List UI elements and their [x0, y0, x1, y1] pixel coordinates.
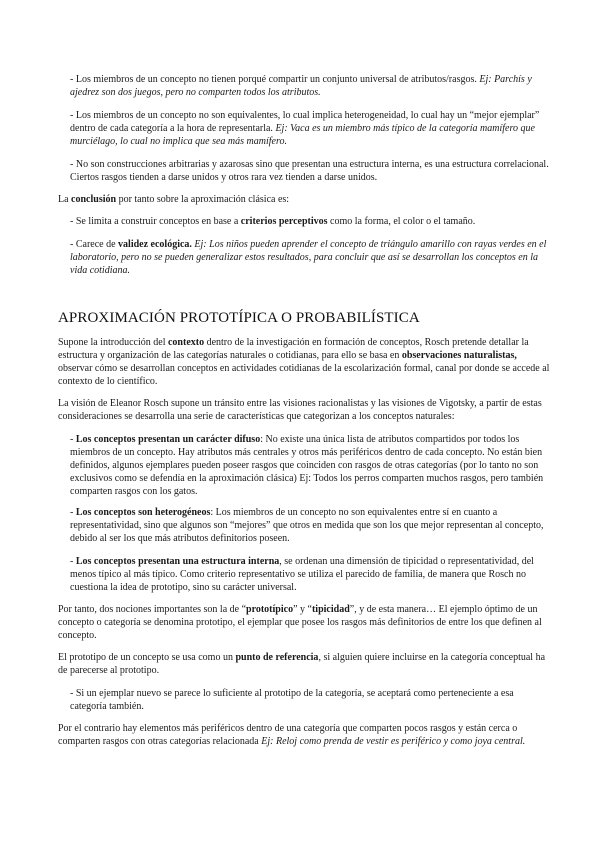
- bullet-text: Los miembros de un concepto no tienen porqué compartir un conjunto universal de atributos/rasgos.: [75, 74, 480, 85]
- example-text: Ej: Vaca es un miembro más típico de la categoría mamífero que murciélago, lo cual no implica que sea más mamífero.: [70, 123, 535, 147]
- bullet-item: [70, 215, 552, 228]
- bullet-dash: -: [70, 688, 76, 699]
- text-run: observar cómo se desarrollan conceptos en actividades cotidianas de la escolarización formal, canal por donde se accede al contexto de lo científico.: [58, 363, 550, 387]
- bold-term: Los conceptos son heterogéneos: [75, 507, 211, 518]
- paragraph: [58, 651, 552, 677]
- example-text: Ej: Los niños pueden aprender el concepto de triángulo amarillo con rayas verdes en el laboratorio, pero no se pueden generalizar estos resultados, para concluir que así se desarrollan los conceptos en la vida cotidiana.: [70, 239, 547, 276]
- bullet-dash: -: [70, 507, 76, 518]
- bullet-item: [70, 238, 552, 277]
- text-run: ”, y de esta manera… El ejemplo óptimo de un concepto o categoría se denomina prototipo, el ejemplar que posee los rasgos más definitorios de entre los que definen al concepto.: [58, 604, 542, 641]
- bullet-dash: -: [70, 434, 76, 445]
- bullet-item: [70, 687, 552, 713]
- bold-term: Los conceptos presentan un carácter difuso: [75, 434, 261, 445]
- bold-term: observaciones naturalistas,: [401, 350, 517, 361]
- text-run: Por el contrario hay elementos más periféricos dentro de una categoría que comparten pocos rasgos y están cerca o comparten rasgos con otras categorías relacionada: [58, 723, 518, 747]
- text-run: por tanto sobre la aproximación clásica es:: [116, 194, 290, 205]
- paragraph: [58, 336, 552, 388]
- bullet-dash: -: [70, 556, 76, 567]
- example-text: Ej: Reloj como prenda de vestir es periférico y como joya central.: [261, 736, 526, 747]
- bullet-text: Si un ejemplar nuevo se parece lo suficiente al prototipo de la categoría, se aceptará como perteneciente a esa categoría también.: [70, 688, 514, 712]
- paragraph: La visión de Eleanor Rosch supone un tránsito entre las visiones racionalistas y las visiones de Vigotsky, a partir de estas consideraciones se desarrolla una serie de características que categorizan a los conceptos naturales:: [58, 398, 542, 422]
- bullet-item: [70, 109, 552, 148]
- bullet-text: No son construcciones arbitrarias y azarosas sino que presentan una estructura interna, es una estructura correlacional. Ciertos rasgos tienden a darse unidos y otros rara vez tienden a darse unidos.: [70, 159, 549, 183]
- text-run: La: [58, 194, 72, 205]
- bullet-dash: -: [70, 239, 76, 250]
- text-run: como la forma, el color o el tamaño.: [327, 216, 476, 227]
- bold-term: punto de referencia: [235, 652, 319, 663]
- bold-term: validez ecológica.: [118, 239, 192, 250]
- bold-term: prototípico: [246, 604, 294, 615]
- text-run: ” y “: [293, 604, 312, 615]
- text-run: Se limita a construir conceptos en base a: [75, 216, 241, 227]
- bold-term: contexto: [167, 337, 205, 348]
- bold-term: conclusión: [71, 194, 117, 205]
- bullet-dash: -: [70, 216, 76, 227]
- bullet-dash: -: [70, 110, 76, 121]
- bullet-item: [70, 506, 552, 545]
- paragraph: [58, 603, 552, 642]
- section-title: APROXIMACIÓN PROTOTÍPICA O PROBABILÍSTICA: [58, 310, 420, 326]
- text-run: , si alguien quiere incluirse en la categoría conceptual ha de parecerse al prototipo.: [58, 652, 546, 676]
- bullet-text: : Los miembros de un concepto no son equivalentes entre sí en cuanto a representatividad, sino que algunos son “mejores” que otros en medida que son los que mejor representan al concepto, debido al ser los que más atributos definitorios poseen.: [70, 507, 544, 544]
- text-run: dentro de la investigación en formación de conceptos, Rosch pretende detallar la estructura y organización de las categorías naturales o cotidianas, para ello se basa en: [58, 337, 529, 361]
- bullet-item: [70, 433, 552, 498]
- bullet-text: Los miembros de un concepto no son equivalentes, lo cual implica heterogeneidad, lo cual hay un “mejor ejemplar” dentro de cada categoría a la hora de representarla.: [70, 110, 540, 134]
- text-run: Supone la introducción del: [58, 337, 168, 348]
- text-run: El prototipo de un concepto se usa como un: [58, 652, 236, 663]
- bullet-item: [70, 73, 552, 99]
- bullet-dash: -: [70, 159, 76, 170]
- bullet-item: [70, 158, 552, 184]
- bold-term: Los conceptos presentan una estructura interna: [75, 556, 280, 567]
- bullet-text: , se ordenan una dimensión de tipicidad o representatividad, del menos típico al más típico. Como criterio representativo se utiliza el parecido de familia, de manera que Rosch no cuestiona la idea de prototipo, sino su carácter universal.: [70, 556, 534, 593]
- bullet-dash: -: [70, 74, 76, 85]
- bullet-item: [70, 555, 552, 594]
- text-run: Carece de: [75, 239, 119, 250]
- bold-term: criterios perceptivos: [240, 216, 328, 227]
- paragraph: [58, 722, 552, 748]
- text-run: Por tanto, dos nociones importantes son la de “: [58, 604, 247, 615]
- bold-term: tipicidad: [311, 604, 350, 615]
- bullet-text: : No existe una única lista de atributos compartidos por todos los miembros de un concepto. Hay atributos más centrales y otros más periféricos dentro de cada concepto. No están bien definidos, algunos ejemplares pueden poseer rasgos que coinciden con rasgos de otras categorías (por lo tanto no son exclusivos como se defendía en la aproximación clásica) Ej: Todos los perros comparten muchos rasgos, pero también comparten rasgos con los gatos.: [70, 434, 544, 497]
- example-text: Ej: Parchís y ajedrez son dos juegos, pero no comparten todos los atributos.: [70, 74, 532, 98]
- conclusion-intro: [58, 193, 552, 206]
